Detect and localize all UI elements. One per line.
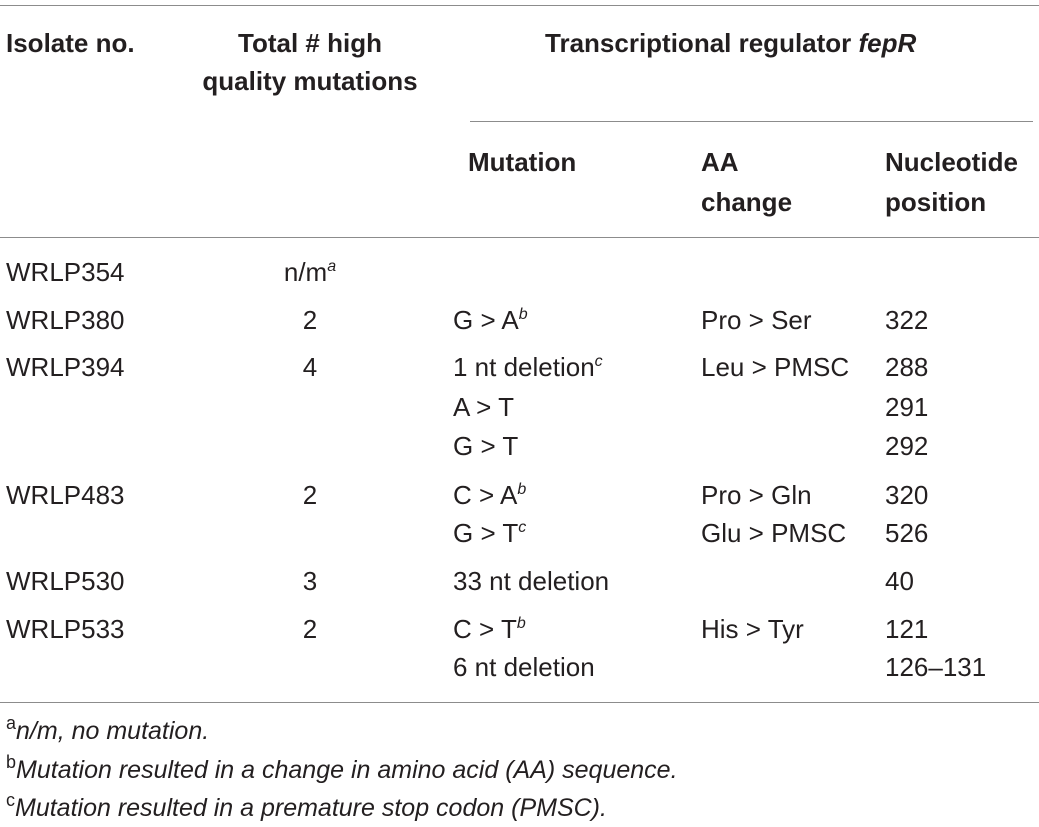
footnote-b (6, 752, 678, 785)
mutation-text: C > A (453, 480, 518, 510)
header-aa-line2: change (701, 187, 793, 217)
footnote-mark: b (516, 615, 526, 632)
mutation-cell: A > T (453, 392, 514, 422)
mutation-text: G > T (453, 518, 519, 548)
position-cell: 40 (885, 566, 914, 596)
aa-change-cell: His > Tyr (701, 614, 804, 644)
aa-change-cell: Leu > PMSC (701, 352, 850, 382)
row-total: 2 (302, 480, 318, 510)
table-bottom-rule (0, 702, 1039, 703)
header-aa-line1: AA (701, 147, 739, 177)
row-total (250, 257, 370, 287)
header-group-prefix: Transcriptional regulator (545, 28, 859, 58)
header-nuc-line1: Nucleotide (885, 147, 1018, 177)
row-isolate: WRLP354 (6, 257, 125, 287)
top-rule (0, 5, 1039, 6)
footnote-c (6, 790, 607, 823)
footnote-mark: a (327, 258, 337, 275)
header-total-line2: quality mutations (202, 66, 418, 96)
footnote-c-mark: c (6, 790, 15, 810)
row-total: 4 (302, 352, 318, 382)
footnote-mark: b (517, 481, 527, 498)
row-isolate: WRLP380 (6, 305, 125, 335)
position-cell: 291 (885, 392, 929, 422)
row-isolate: WRLP394 (6, 352, 125, 382)
header-isolate: Isolate no. (6, 28, 135, 58)
row-isolate: WRLP533 (6, 614, 125, 644)
header-total-line1: Total # high (238, 28, 382, 58)
footnote-a-mark: a (6, 713, 17, 733)
footnote-mark: c (594, 353, 603, 370)
position-cell: 126–131 (885, 652, 987, 682)
footnote-b-mark: b (6, 752, 17, 772)
position-cell: 526 (885, 518, 929, 548)
footnote-mark: b (518, 306, 528, 323)
mutation-cell (453, 352, 603, 382)
mutation-cell (453, 480, 526, 510)
row-isolate: WRLP483 (6, 480, 125, 510)
row-total: 2 (302, 614, 318, 644)
row-total: 3 (302, 566, 318, 596)
mutation-cell (453, 518, 526, 548)
aa-change-cell: Pro > Gln (701, 480, 812, 510)
mutation-cell (453, 614, 526, 644)
row-isolate: WRLP530 (6, 566, 125, 596)
footnote-c-text: Mutation resulted in a premature stop codon (PMSC). (15, 794, 607, 822)
mutation-cell: 6 nt deletion (453, 652, 595, 682)
mutation-text: C > T (453, 614, 517, 644)
header-group (545, 28, 916, 58)
footnote-a (6, 713, 210, 746)
aa-change-cell: Glu > PMSC (701, 518, 847, 548)
header-mutation: Mutation (468, 147, 577, 177)
position-cell: 288 (885, 352, 929, 382)
mutation-cell: 33 nt deletion (453, 566, 610, 596)
footnote-mark: c (518, 519, 527, 536)
footnote-a-text: n/m, no mutation. (16, 717, 210, 745)
group-rule (470, 121, 1033, 122)
header-group-gene: fepR (858, 28, 917, 58)
header-bottom-rule (0, 237, 1039, 238)
position-cell: 320 (885, 480, 929, 510)
row-total-value: n/m (283, 257, 328, 287)
header-nuc-line2: position (885, 187, 987, 217)
position-cell: 121 (885, 614, 929, 644)
aa-change-cell: Pro > Ser (701, 305, 812, 335)
position-cell: 292 (885, 431, 929, 461)
mutation-text: G > A (453, 305, 519, 335)
mutation-cell: G > T (453, 431, 519, 461)
mutation-text: 1 nt deletion (453, 352, 595, 382)
footnote-b-text: Mutation resulted in a change in amino acid (AA) sequence. (16, 756, 678, 784)
row-total: 2 (302, 305, 318, 335)
mutation-cell (453, 305, 528, 335)
position-cell: 322 (885, 305, 929, 335)
